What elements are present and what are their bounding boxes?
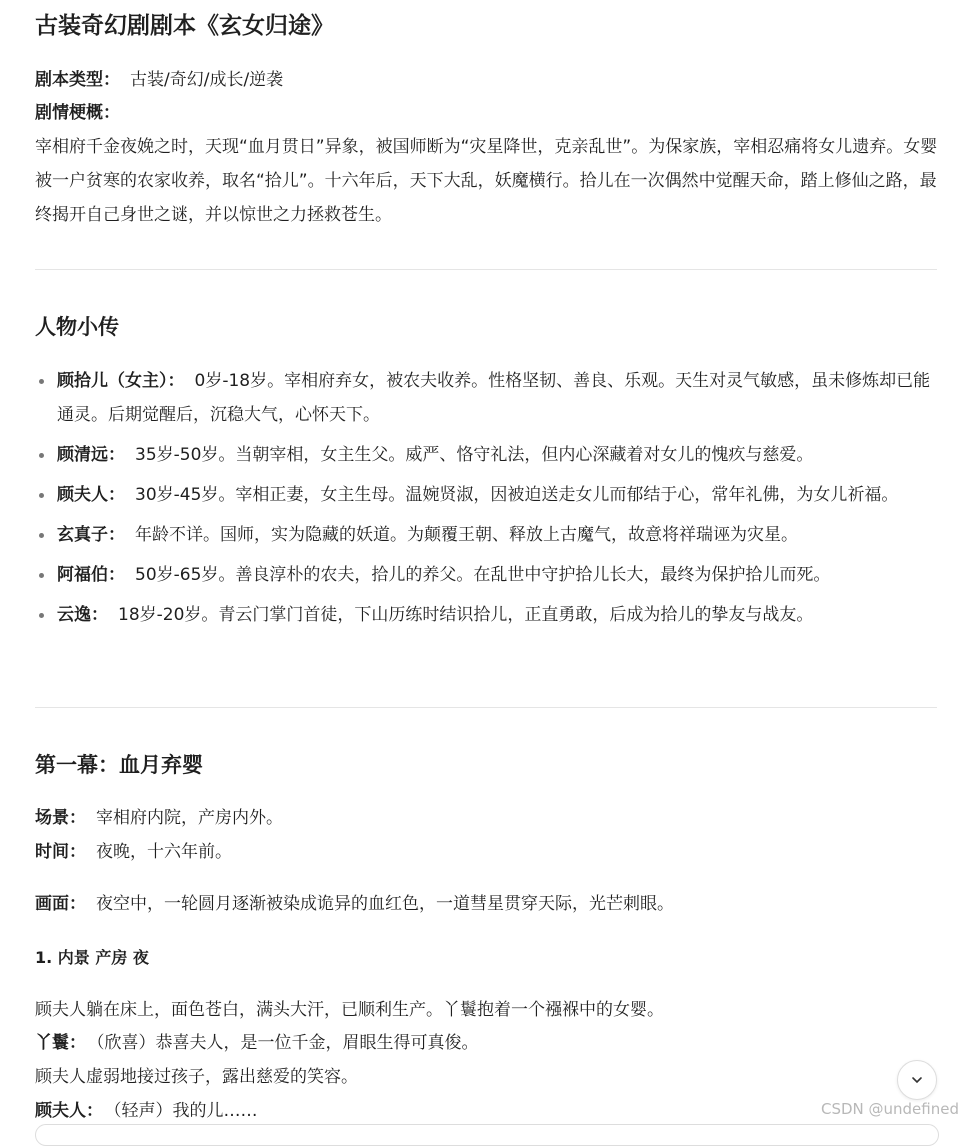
speaker: 顾夫人：: [35, 1101, 103, 1121]
scene-line: [35, 801, 283, 835]
time-line: [35, 835, 232, 869]
character-list: [35, 364, 940, 638]
dialogue-line: [35, 1026, 479, 1060]
character-desc: 35岁-50岁。当朝宰相，女主生父。威严、恪守礼法，但内心深藏着对女儿的愧疚与慈爱。: [135, 445, 814, 465]
synopsis-label: [35, 96, 130, 130]
list-item: [35, 438, 940, 472]
script-type: [35, 63, 283, 97]
character-name: 云逸：: [57, 605, 108, 625]
character-desc: 18岁-20岁。青云门掌门首徒，下山历练时结识拾儿，正直勇敢，后成为拾儿的挚友与战友。: [118, 605, 814, 625]
speaker: 丫鬟：: [35, 1033, 86, 1053]
dialogue-text: （轻声）我的儿……: [113, 1101, 258, 1121]
dialogue-line: [35, 1094, 258, 1128]
watermark: CSDN @undefined: [820, 1100, 959, 1118]
divider: [35, 269, 937, 270]
scene-value: 宰相府内院，产房内外。: [96, 808, 283, 828]
list-item: [35, 364, 940, 432]
time-value: 夜晚，十六年前。: [96, 842, 232, 862]
list-item: [35, 598, 940, 632]
script-type-value: 古装/奇幻/成长/逆袭: [130, 70, 284, 90]
divider: [35, 707, 937, 708]
act1-heading: 第一幕：血月弃婴: [35, 753, 203, 777]
visual-label: 画面：: [35, 894, 86, 914]
visual-value: 夜空中，一轮圆月逐渐被染成诡异的血红色，一道彗星贯穿天际，光芒刺眼。: [96, 894, 674, 914]
list-item: [35, 478, 940, 512]
page-title: 古装奇幻剧剧本《玄女归途》: [35, 13, 334, 39]
synopsis-text: 宰相府千金夜娩之时，天现“血月贯日”异象，被国师断为“灾星降世，克亲乱世”。为保家族，宰相忍痛将女儿遗弃。女婴被一户贫寒的农家收养，取名“拾儿”。十六年后，天下大乱，妖魔横行。拾儿在一次偶然中觉醒天命，踏上修仙之路，最终揭开自己身世之谜，并以惊世之力拯救苍生。: [35, 137, 938, 225]
characters-heading: 人物小传: [35, 315, 119, 339]
character-name: 顾清远：: [57, 445, 125, 465]
shot-heading: 1. 内景 产房 夜: [35, 948, 149, 967]
action-line: 顾夫人虚弱地接过孩子，露出慈爱的笑容。: [35, 1067, 358, 1087]
character-name: 玄真子：: [57, 525, 125, 545]
character-name: 顾夫人：: [57, 485, 125, 505]
input-box-edge[interactable]: [35, 1124, 939, 1146]
action-line: 顾夫人躺在床上，面色苍白，满头大汗，已顺利生产。丫鬟抱着一个襁褓中的女婴。: [35, 1000, 664, 1020]
chevron-down-icon: [910, 1073, 924, 1087]
list-item: [35, 558, 940, 592]
visual-line: [35, 887, 674, 921]
scene-label: 场景：: [35, 808, 86, 828]
list-item: [35, 518, 940, 552]
character-desc: 30岁-45岁。宰相正妻，女主生母。温婉贤淑，因被迫送走女儿而郁结于心，常年礼佛，为女儿祈福。: [135, 485, 899, 505]
dialogue-text: （欣喜）恭喜夫人，是一位千金，眉眼生得可真俊。: [96, 1033, 479, 1053]
scroll-down-button[interactable]: [897, 1060, 937, 1100]
script-type-label: 剧本类型：: [35, 70, 120, 90]
character-desc: 50岁-65岁。善良淳朴的农夫，拾儿的养父。在乱世中守护拾儿长大，最终为保护拾儿而死。: [135, 565, 831, 585]
character-name: 顾拾儿（女主）：: [57, 371, 185, 391]
synopsis-label-text: 剧情梗概：: [35, 103, 120, 123]
character-desc: 0岁-18岁。宰相府弃女，被农夫收养。性格坚韧、善良、乐观。天生对灵气敏感，虽未修炼却已能通灵。后期觉醒后，沉稳大气，心怀天下。: [57, 371, 931, 425]
character-name: 阿福伯：: [57, 565, 125, 585]
character-desc: 年龄不详。国师，实为隐藏的妖道。为颠覆王朝、释放上古魔气，故意将祥瑞诬为灾星。: [135, 525, 798, 545]
time-label: 时间：: [35, 842, 86, 862]
